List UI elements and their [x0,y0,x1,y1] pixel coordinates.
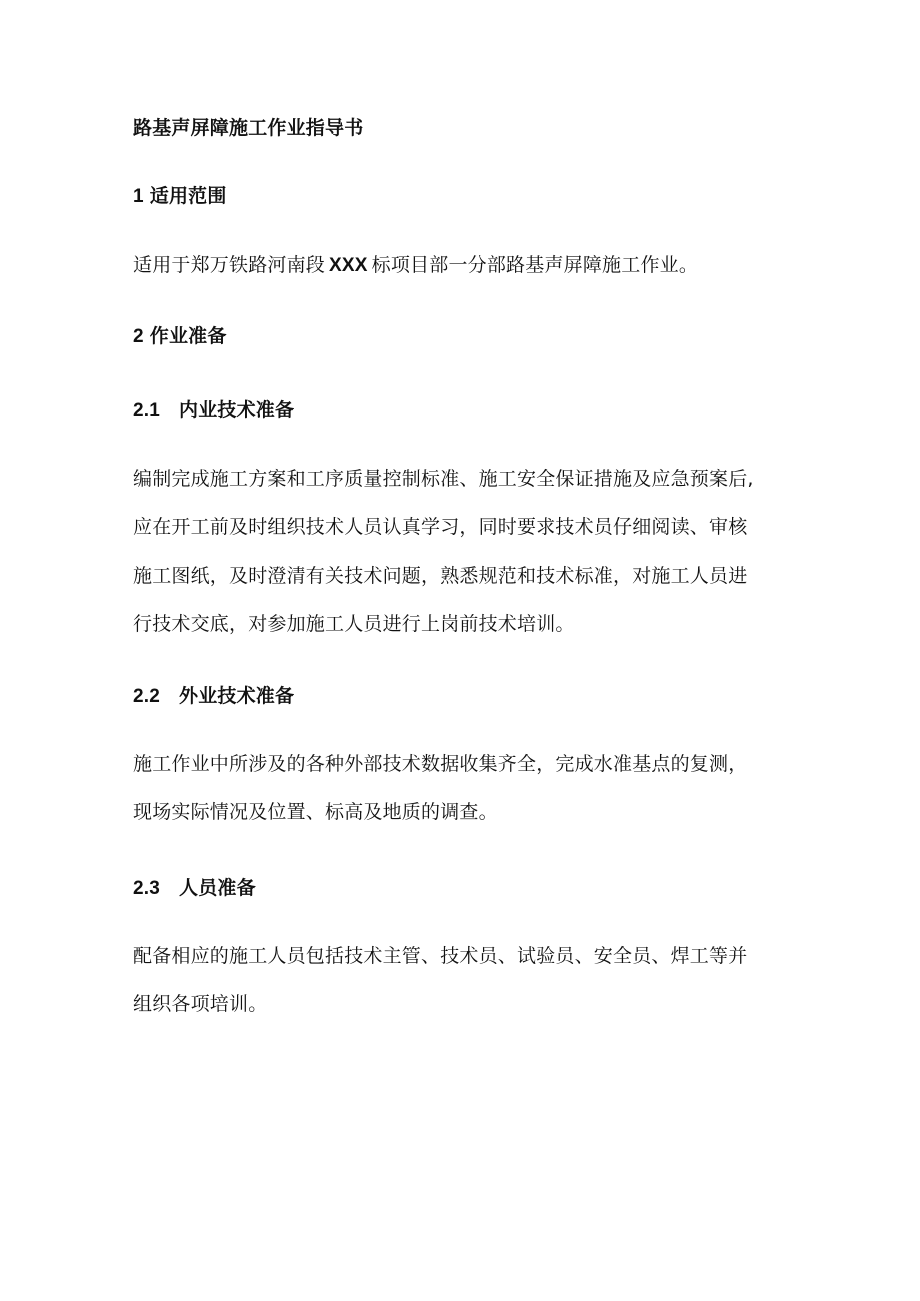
section-2-number: 2 [133,326,144,347]
section-2-heading [133,324,227,349]
section-2-1-title: 内业技术准备 [179,399,295,421]
section-1-body-before: 适用于郑万铁路河南段 [133,254,326,276]
section-1-body [133,253,698,278]
section-2-2-line-1: 施工作业中所涉及的各种外部技术数据收集齐全，完成水准基点的复测， [133,753,748,775]
section-1-body-after: 标项目部一分部路基声屏障施工作业。 [371,254,699,276]
section-1-body-highlight: XXX [329,255,368,276]
section-2-title: 作业准备 [149,325,227,347]
section-2-2-line-2: 现场实际情况及位置、标高及地质的调查。 [133,801,498,823]
section-2-3-number: 2.3 [133,878,161,899]
section-2-1-line-2: 应在开工前及时组织技术人员认真学习，同时要求技术员仔细阅读、审核 [133,516,748,538]
section-1-heading [133,184,227,209]
document-title [133,116,363,140]
section-2-2-number: 2.2 [133,686,161,707]
section-2-2-heading [133,684,294,709]
document-title-text: 路基声屏障施工作业指导书 [133,117,364,139]
section-2-1-line-3: 施工图纸，及时澄清有关技术问题，熟悉规范和技术标准，对施工人员进 [133,565,748,587]
section-2-3-line-2: 组织各项培训。 [133,993,268,1015]
section-2-1-number: 2.1 [133,400,161,421]
section-2-1-line-4: 行技术交底，对参加施工人员进行上岗前技术培训。 [133,613,575,635]
section-2-1-line-1: 编制完成施工方案和工序质量控制标准、施工安全保证措施及应急预案后, [133,468,754,490]
section-1-number: 1 [133,186,144,207]
section-2-2-title: 外业技术准备 [179,685,295,707]
section-2-3-line-1: 配备相应的施工人员包括技术主管、技术员、试验员、安全员、焊工等并 [133,945,748,967]
section-2-3-heading [133,876,256,901]
section-1-title: 适用范围 [149,185,227,207]
section-2-3-title: 人员准备 [179,877,256,899]
section-2-1-heading [133,398,294,423]
